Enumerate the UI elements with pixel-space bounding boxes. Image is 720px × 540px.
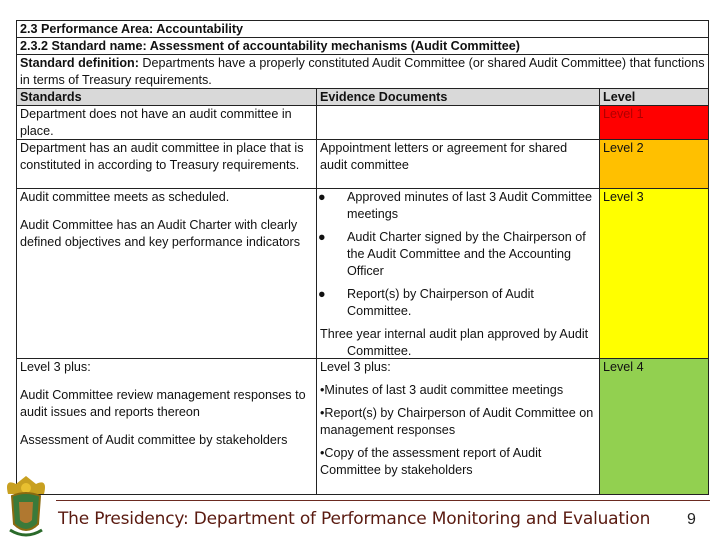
evidence-text: Three year internal audit plan approved by Audit Committee. — [320, 327, 589, 358]
level-2-badge: Level 2 — [599, 139, 709, 189]
row3-evidence — [316, 188, 600, 359]
level-3-badge: Level 3 — [599, 188, 709, 359]
row4-evidence — [316, 358, 600, 495]
row1-evidence — [316, 105, 600, 140]
header-standards: Standards — [16, 88, 317, 106]
performance-area-title: 2.3 Performance Area: Accountability — [16, 20, 709, 38]
footer-divider — [56, 500, 710, 501]
bullet-icon: ● — [318, 287, 326, 301]
evidence-intro: Level 3 plus: — [320, 360, 391, 374]
row1-standards: Department does not have an audit committee in place. — [16, 105, 317, 140]
level-4-badge: Level 4 — [599, 358, 709, 495]
evidence-item: •Report(s) by Chairperson of Audit Committee on management responses — [320, 406, 594, 437]
bullet-icon: ● — [318, 190, 326, 204]
level-1-badge: Level 1 — [599, 105, 709, 140]
standard-name: 2.3.2 Standard name: Assessment of accountability mechanisms (Audit Committee) — [16, 37, 709, 55]
bullet-icon: • — [320, 406, 325, 420]
row3-standards — [16, 188, 317, 359]
standard-text: Level 3 plus: — [20, 360, 91, 374]
standard-text: Audit Committee has an Audit Charter with clearly defined objectives and key performance indicators — [20, 218, 301, 249]
header-level: Level — [599, 88, 709, 106]
footer-organization: The Presidency: Department of Performance Monitoring and Evaluation — [58, 509, 651, 529]
evidence-item: •Minutes of last 3 audit committee meetings — [320, 383, 564, 397]
standard-text: Audit committee meets as scheduled. — [20, 190, 230, 204]
standard-text: Assessment of Audit committee by stakeholders — [20, 433, 288, 447]
page-number: 9 — [687, 511, 696, 528]
standard-text: Audit Committee review management responses to audit issues and reports thereon — [20, 388, 306, 419]
bullet-icon: • — [320, 383, 325, 397]
bullet-icon: • — [320, 446, 325, 460]
definition-text: Departments have a properly constituted Audit Committee (or shared Audit Committee) that functions in terms of Treasury requirements. — [20, 56, 705, 87]
evidence-item: ● Approved minutes of last 3 Audit Committee meetings — [318, 190, 592, 221]
evidence-item: ● Report(s) by Chairperson of Audit Committee. — [318, 287, 534, 318]
bullet-icon: ● — [318, 230, 326, 244]
evidence-item: ● Audit Charter signed by the Chairperson of the Audit Committee and the Accounting Officer — [318, 230, 586, 278]
header-evidence: Evidence Documents — [316, 88, 600, 106]
standard-definition — [16, 54, 709, 89]
row4-standards — [16, 358, 317, 495]
definition-label: Standard definition: — [20, 56, 139, 70]
row2-evidence: Appointment letters or agreement for shared audit committee — [316, 139, 600, 189]
coat-of-arms-logo — [2, 474, 50, 540]
evidence-item: •Copy of the assessment report of Audit Committee by stakeholders — [320, 446, 542, 477]
row2-standards: Department has an audit committee in place that is constituted in according to Treasury requirements. — [16, 139, 317, 189]
